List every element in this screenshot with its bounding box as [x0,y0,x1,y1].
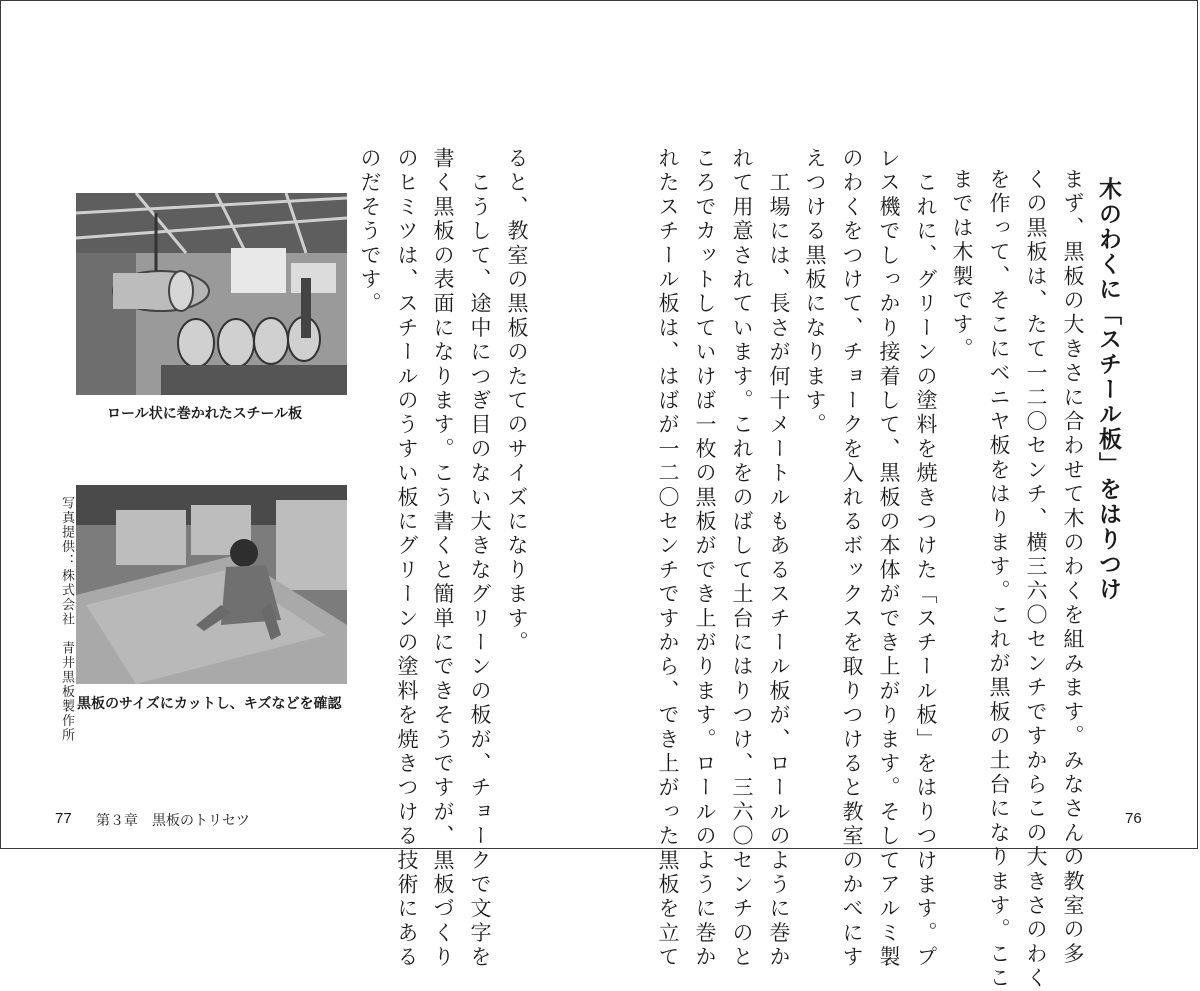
body-line: 書く黒板の表面になります。こう書くと簡単にできそうですが、黒板づくり [431,147,455,970]
body-line: こうして、途中につぎ目のない大きなグリーンの板が、チョークで文字を [468,147,492,970]
body-line: ころでカットしていけば一枚の黒板ができ上がります。ロールのように巻か [693,147,717,970]
body-line: ると、教室の黒板のたてのサイズになります。 [505,147,529,656]
photo-credit: 写真提供：株式会社 青井黒板製作所 [59,496,74,743]
worker-inspecting-image [76,485,347,684]
body-line: のわくをつけて、チョークを入れるボックスを取りつけると教室のかべにす [840,147,864,970]
right-page-number: 76 [1125,810,1142,827]
photo1-caption: ロール状に巻かれたスチール板 [107,406,303,422]
body-line: まず、黒板の大きさに合わせて木のわくを組みます。みなさんの教室の多 [1061,168,1085,967]
body-line: を作って、そこにベニヤ板をはります。これが黒板の土台になります。ここ [987,168,1011,991]
running-head: 第３章 黒板のトリセツ [96,813,250,829]
body-line: のヒミツは、スチールのうすい板にグリーンの塗料を焼きつける技術にある [395,147,419,970]
photo2-caption: 黒板のサイズにカットし、キズなどを確認 [77,696,342,712]
section-heading: 木のわくに「スチール板」をはりつけ [1095,177,1121,602]
body-line: くの黒板は、たて一二〇センチ、横三六〇センチですからこの大きさのわく [1024,168,1048,991]
body-line: れたスチール板は、はばが一二〇センチですから、でき上がった黒板を立て [656,147,680,970]
body-line: えつける黒板になります。 [803,147,827,438]
body-line: これに、グリーンの塗料を焼きつけた「スチール板」をはりつけます。プ [914,147,938,970]
steel-roll-photo [76,193,347,395]
left-page-number: 77 [55,810,72,827]
body-line: 工場には、長さが何十メートルもあるスチール板が、ロールのように巻か [767,147,791,970]
factory-roll-image [76,193,347,395]
body-line: までは木製です。 [950,168,974,362]
body-line: のだそうです。 [358,147,382,317]
body-line: れて用意されています。これをのばして土台にはりつけ、三六〇センチのと [730,147,754,970]
body-line: レス機でしっかり接着して、黒板の本体ができ上がります。そしてアルミ製 [877,147,901,970]
board-inspection-photo [76,485,347,684]
